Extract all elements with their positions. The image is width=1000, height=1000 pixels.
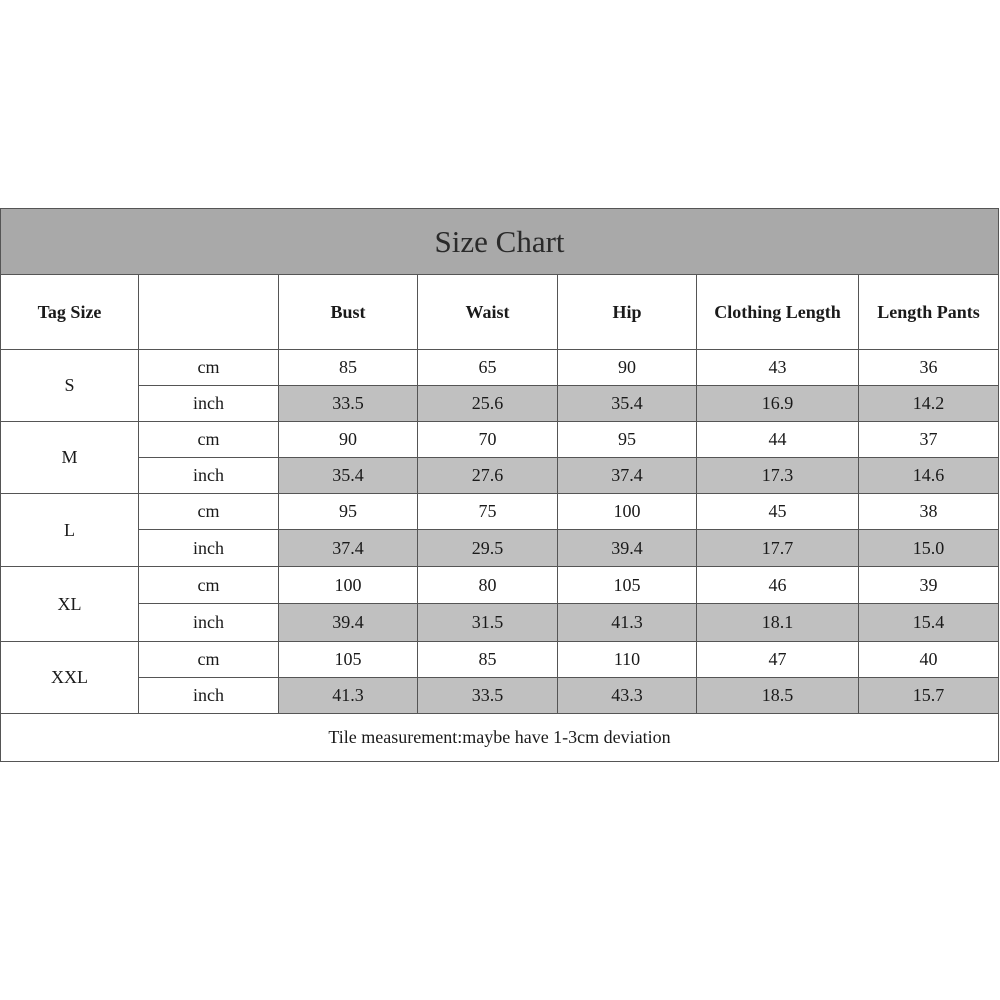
measurement-cell: 39.4 <box>558 530 697 567</box>
measurement-cell: 43 <box>697 350 859 386</box>
measurement-cell: 31.5 <box>418 604 558 642</box>
unit-cell: inch <box>139 530 279 567</box>
unit-cell: cm <box>139 422 279 458</box>
measurement-cell: 33.5 <box>418 678 558 714</box>
header-hip: Hip <box>558 275 697 350</box>
size-row-inch <box>1 386 999 422</box>
unit-cell: cm <box>139 494 279 530</box>
header-tag-size: Tag Size <box>1 275 139 350</box>
measurement-cell: 47 <box>697 642 859 678</box>
size-row-cm <box>1 422 999 458</box>
unit-cell: inch <box>139 458 279 494</box>
measurement-cell: 38 <box>859 494 999 530</box>
unit-cell: cm <box>139 567 279 604</box>
unit-cell: cm <box>139 350 279 386</box>
header-length-pants: Length Pants <box>859 275 999 350</box>
measurement-cell: 46 <box>697 567 859 604</box>
size-row-inch <box>1 678 999 714</box>
measurement-cell: 100 <box>279 567 418 604</box>
size-row-inch <box>1 458 999 494</box>
measurement-cell: 36 <box>859 350 999 386</box>
unit-cell: inch <box>139 604 279 642</box>
measurement-cell: 18.1 <box>697 604 859 642</box>
measurement-cell: 105 <box>279 642 418 678</box>
chart-title: Size Chart <box>1 209 999 275</box>
size-row-cm <box>1 567 999 604</box>
header-waist: Waist <box>418 275 558 350</box>
measurement-cell: 75 <box>418 494 558 530</box>
measurement-cell: 105 <box>558 567 697 604</box>
measurement-cell: 41.3 <box>279 678 418 714</box>
measurement-cell: 37 <box>859 422 999 458</box>
measurement-cell: 95 <box>279 494 418 530</box>
header-row <box>1 275 999 350</box>
measurement-cell: 40 <box>859 642 999 678</box>
measurement-cell: 35.4 <box>279 458 418 494</box>
tag-size-cell: L <box>1 494 139 567</box>
measurement-cell: 35.4 <box>558 386 697 422</box>
tag-size-cell: M <box>1 422 139 494</box>
unit-cell: cm <box>139 642 279 678</box>
measurement-cell: 27.6 <box>418 458 558 494</box>
measurement-cell: 15.4 <box>859 604 999 642</box>
measurement-cell: 44 <box>697 422 859 458</box>
unit-cell: inch <box>139 386 279 422</box>
measurement-cell: 70 <box>418 422 558 458</box>
tag-size-cell: XL <box>1 567 139 642</box>
measurement-cell: 110 <box>558 642 697 678</box>
measurement-cell: 16.9 <box>697 386 859 422</box>
measurement-cell: 37.4 <box>558 458 697 494</box>
measurement-cell: 90 <box>558 350 697 386</box>
measurement-cell: 85 <box>418 642 558 678</box>
size-row-cm <box>1 642 999 678</box>
measurement-cell: 45 <box>697 494 859 530</box>
header-bust: Bust <box>279 275 418 350</box>
title-row <box>1 209 999 275</box>
measurement-cell: 80 <box>418 567 558 604</box>
size-row-inch <box>1 530 999 567</box>
header-clothing-length: Clothing Length <box>697 275 859 350</box>
size-row-cm <box>1 350 999 386</box>
measurement-cell: 39.4 <box>279 604 418 642</box>
measurement-cell: 65 <box>418 350 558 386</box>
measurement-cell: 17.7 <box>697 530 859 567</box>
tag-size-cell: XXL <box>1 642 139 714</box>
size-chart-table <box>0 208 999 762</box>
measurement-cell: 18.5 <box>697 678 859 714</box>
measurement-cell: 95 <box>558 422 697 458</box>
measurement-cell: 100 <box>558 494 697 530</box>
measurement-note: Tile measurement:maybe have 1-3cm deviation <box>1 714 999 762</box>
measurement-cell: 39 <box>859 567 999 604</box>
tag-size-cell: S <box>1 350 139 422</box>
size-row-cm <box>1 494 999 530</box>
header-unit <box>139 275 279 350</box>
measurement-cell: 41.3 <box>558 604 697 642</box>
unit-cell: inch <box>139 678 279 714</box>
measurement-cell: 90 <box>279 422 418 458</box>
size-row-inch <box>1 604 999 642</box>
measurement-cell: 15.0 <box>859 530 999 567</box>
measurement-cell: 33.5 <box>279 386 418 422</box>
note-row <box>1 714 999 762</box>
measurement-cell: 37.4 <box>279 530 418 567</box>
measurement-cell: 43.3 <box>558 678 697 714</box>
measurement-cell: 14.2 <box>859 386 999 422</box>
measurement-cell: 25.6 <box>418 386 558 422</box>
measurement-cell: 17.3 <box>697 458 859 494</box>
measurement-cell: 15.7 <box>859 678 999 714</box>
measurement-cell: 14.6 <box>859 458 999 494</box>
measurement-cell: 29.5 <box>418 530 558 567</box>
measurement-cell: 85 <box>279 350 418 386</box>
